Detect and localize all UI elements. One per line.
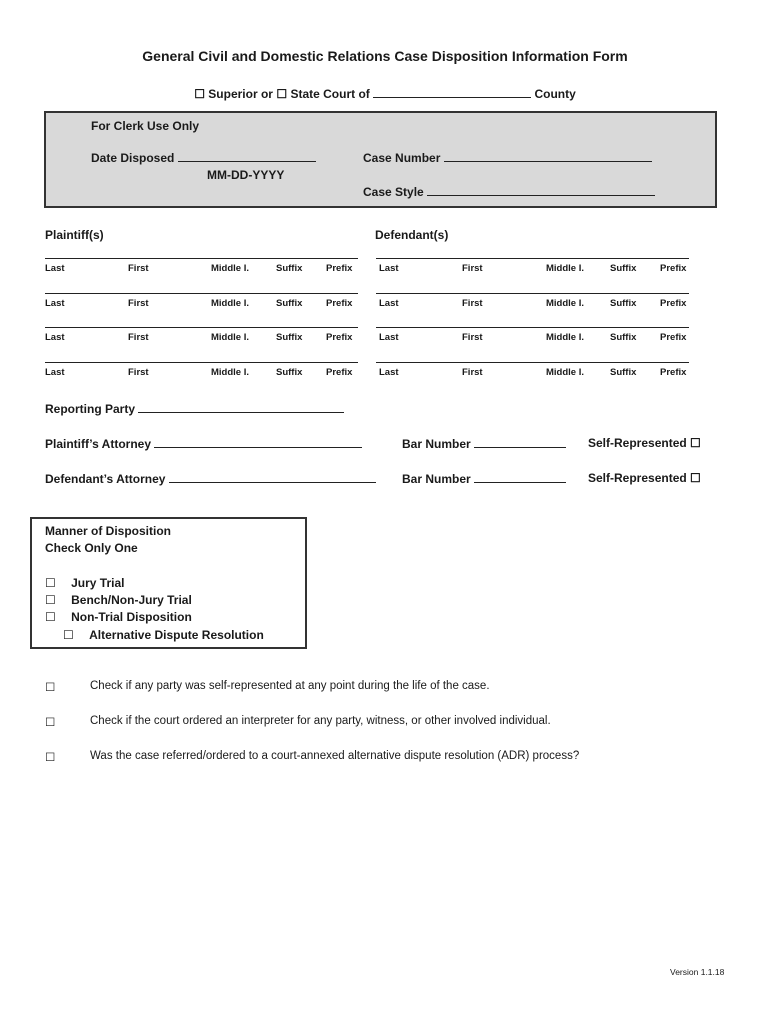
question-self-represented-checkbox[interactable]: ☐	[45, 682, 56, 694]
version-label: Version 1.1.18	[670, 967, 725, 977]
defendant-last-label: Last	[379, 367, 399, 378]
manner-subheading: Check Only One	[45, 541, 138, 555]
plaintiff-name-line[interactable]	[45, 293, 358, 294]
plaintiff-prefix-label: Prefix	[326, 263, 353, 274]
question-self-represented-text: Check if any party was self-represented at any point during the life of the case.	[90, 680, 490, 692]
plaintiff-middle-initial-label: Middle I.	[211, 298, 249, 309]
defendant-suffix-label: Suffix	[610, 332, 637, 343]
case-style-label: Case Style	[363, 185, 424, 199]
plaintiff-self-represented-checkbox[interactable]: ☐	[690, 436, 701, 450]
non-trial-checkbox[interactable]: ☐	[45, 610, 56, 624]
manner-option-adr[interactable]	[63, 628, 264, 642]
manner-option-non-trial[interactable]	[45, 610, 192, 624]
manner-option-bench-trial[interactable]	[45, 593, 192, 607]
case-style-field[interactable]	[427, 184, 655, 196]
plaintiff-last-label: Last	[45, 332, 65, 343]
case-number-field[interactable]	[444, 150, 652, 162]
defendant-suffix-label: Suffix	[610, 298, 637, 309]
case-number-label: Case Number	[363, 151, 441, 165]
reporting-party-row	[45, 401, 344, 416]
question-adr-checkbox[interactable]: ☐	[45, 752, 56, 764]
plaintiff-first-label: First	[128, 367, 149, 378]
court-selection-line	[0, 86, 770, 101]
defendant-first-label: First	[462, 367, 483, 378]
plaintiff-prefix-label: Prefix	[326, 332, 353, 343]
jury-trial-label: Jury Trial	[71, 576, 125, 590]
defendant-name-line[interactable]	[376, 258, 689, 259]
bar-number-label: Bar Number	[402, 437, 471, 451]
defendant-prefix-label: Prefix	[660, 367, 687, 378]
defendant-last-label: Last	[379, 263, 399, 274]
bench-trial-checkbox[interactable]: ☐	[45, 593, 56, 607]
jury-trial-checkbox[interactable]: ☐	[45, 576, 56, 590]
adr-label: Alternative Dispute Resolution	[89, 628, 264, 642]
defendant-prefix-label: Prefix	[660, 298, 687, 309]
defendant-suffix-label: Suffix	[610, 367, 637, 378]
defendant-name-line[interactable]	[376, 362, 689, 363]
county-name-field[interactable]	[373, 86, 531, 98]
plaintiffs-attorney-row	[45, 436, 362, 451]
defendants-attorney-label: Defendant’s Attorney	[45, 472, 166, 486]
question-self-represented	[45, 680, 490, 694]
date-disposed-row	[91, 150, 316, 165]
defendant-heading: Defendant(s)	[375, 228, 449, 242]
plaintiff-bar-number-field[interactable]	[474, 436, 566, 448]
state-court-label: State Court of	[290, 87, 370, 101]
clerk-use-box	[44, 111, 717, 208]
superior-court-label: Superior or	[208, 87, 273, 101]
plaintiffs-attorney-field[interactable]	[154, 436, 362, 448]
defendant-self-represented-row	[588, 471, 701, 485]
adr-checkbox[interactable]: ☐	[63, 628, 74, 642]
plaintiff-prefix-label: Prefix	[326, 367, 353, 378]
plaintiff-suffix-label: Suffix	[276, 332, 303, 343]
defendant-name-line[interactable]	[376, 293, 689, 294]
defendants-attorney-row	[45, 471, 376, 486]
bar-number-label: Bar Number	[402, 472, 471, 486]
plaintiff-last-label: Last	[45, 298, 65, 309]
defendant-first-label: First	[462, 263, 483, 274]
date-disposed-label: Date Disposed	[91, 151, 175, 165]
defendant-prefix-label: Prefix	[660, 263, 687, 274]
plaintiff-bar-number-row	[402, 436, 566, 451]
plaintiff-name-line[interactable]	[45, 258, 358, 259]
reporting-party-label: Reporting Party	[45, 402, 136, 416]
plaintiff-last-label: Last	[45, 263, 65, 274]
plaintiff-name-line[interactable]	[45, 362, 358, 363]
defendant-middle-initial-label: Middle I.	[546, 367, 584, 378]
question-adr-text: Was the case referred/ordered to a court-annexed alternative dispute resolution (ADR) process?	[90, 750, 580, 762]
defendant-middle-initial-label: Middle I.	[546, 298, 584, 309]
case-style-row	[363, 184, 655, 199]
question-interpreter-text: Check if the court ordered an interpreter for any party, witness, or other involved individual.	[90, 715, 551, 727]
self-represented-label: Self-Represented	[588, 436, 687, 450]
plaintiff-first-label: First	[128, 263, 149, 274]
defendant-bar-number-row	[402, 471, 566, 486]
plaintiff-self-represented-row	[588, 436, 701, 450]
defendants-attorney-field[interactable]	[169, 471, 376, 483]
defendant-self-represented-checkbox[interactable]: ☐	[690, 471, 701, 485]
state-court-checkbox[interactable]: ☐	[276, 87, 288, 101]
date-format-hint: MM-DD-YYYY	[207, 168, 285, 182]
plaintiff-middle-initial-label: Middle I.	[211, 367, 249, 378]
clerk-use-heading: For Clerk Use Only	[91, 119, 200, 133]
defendant-middle-initial-label: Middle I.	[546, 263, 584, 274]
defendant-last-label: Last	[379, 298, 399, 309]
non-trial-label: Non-Trial Disposition	[71, 610, 192, 624]
county-label: County	[534, 87, 576, 101]
defendant-name-line[interactable]	[376, 327, 689, 328]
reporting-party-field[interactable]	[138, 401, 344, 413]
self-represented-label: Self-Represented	[588, 471, 687, 485]
superior-court-checkbox[interactable]: ☐	[194, 87, 205, 101]
manner-of-disposition-box	[30, 517, 307, 649]
plaintiff-last-label: Last	[45, 367, 65, 378]
plaintiff-suffix-label: Suffix	[276, 298, 303, 309]
defendant-first-label: First	[462, 332, 483, 343]
question-interpreter-checkbox[interactable]: ☐	[45, 717, 56, 729]
plaintiff-middle-initial-label: Middle I.	[211, 263, 249, 274]
defendant-first-label: First	[462, 298, 483, 309]
plaintiff-suffix-label: Suffix	[276, 367, 303, 378]
plaintiff-middle-initial-label: Middle I.	[211, 332, 249, 343]
bench-trial-label: Bench/Non-Jury Trial	[71, 593, 192, 607]
defendant-bar-number-field[interactable]	[474, 471, 566, 483]
defendant-last-label: Last	[379, 332, 399, 343]
defendant-middle-initial-label: Middle I.	[546, 332, 584, 343]
manner-heading: Manner of Disposition	[45, 524, 171, 538]
defendant-suffix-label: Suffix	[610, 263, 637, 274]
question-interpreter	[45, 715, 551, 729]
question-adr	[45, 750, 580, 764]
manner-option-jury-trial[interactable]	[45, 576, 124, 590]
defendant-prefix-label: Prefix	[660, 332, 687, 343]
plaintiff-name-line[interactable]	[45, 327, 358, 328]
case-number-row	[363, 150, 652, 165]
plaintiff-first-label: First	[128, 298, 149, 309]
date-disposed-field[interactable]	[178, 150, 316, 162]
plaintiff-heading: Plaintiff(s)	[45, 228, 104, 242]
plaintiff-prefix-label: Prefix	[326, 298, 353, 309]
plaintiff-first-label: First	[128, 332, 149, 343]
plaintiffs-attorney-label: Plaintiff’s Attorney	[45, 437, 152, 451]
form-title: General Civil and Domestic Relations Case Disposition Information Form	[142, 48, 628, 64]
plaintiff-suffix-label: Suffix	[276, 263, 303, 274]
